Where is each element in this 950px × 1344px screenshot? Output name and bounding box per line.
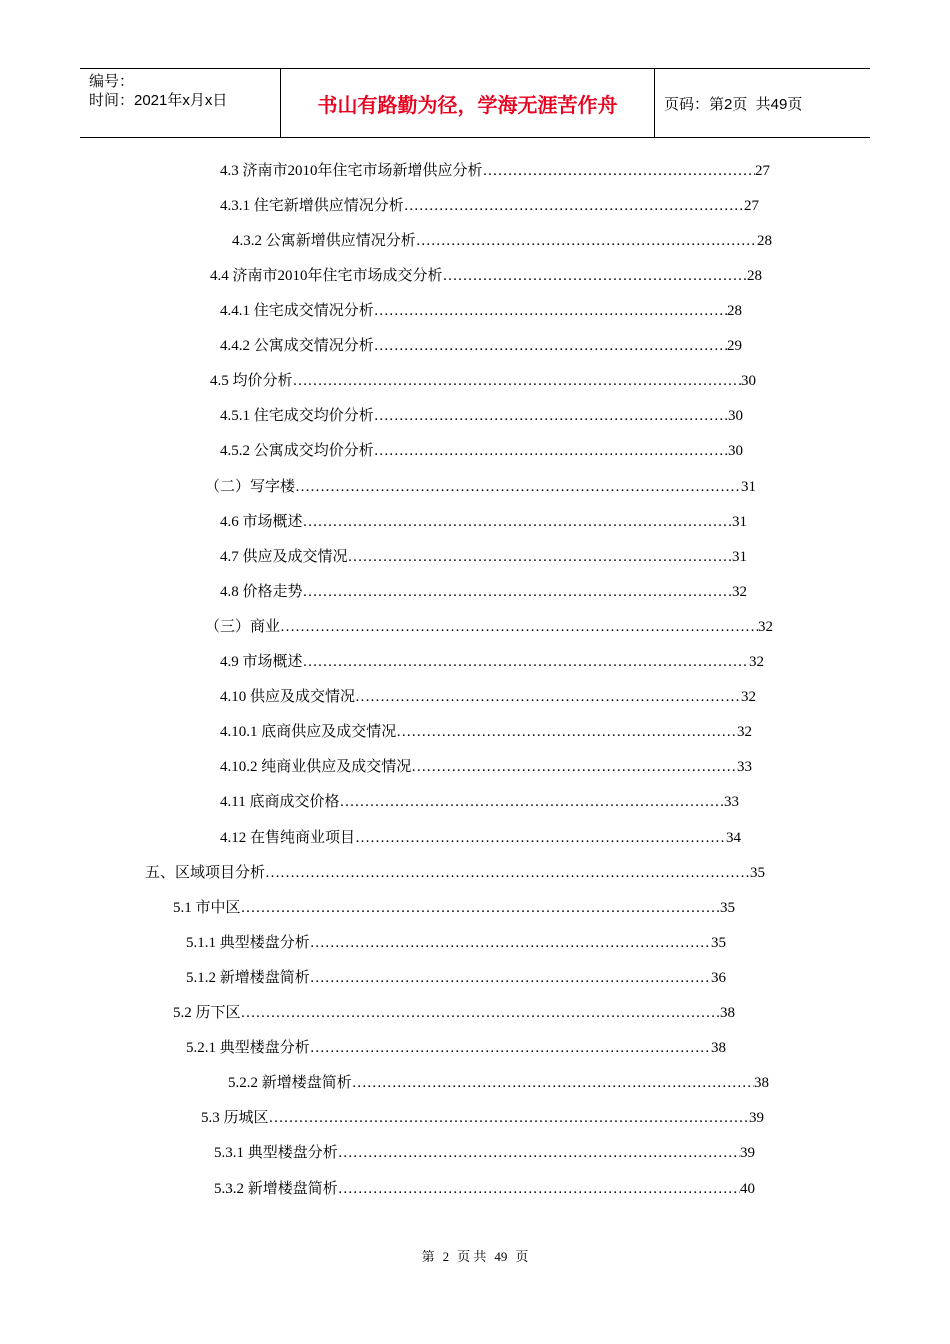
toc-entry[interactable] [214, 1143, 755, 1163]
toc-page-number: 39 [749, 1110, 764, 1126]
toc-entry[interactable] [220, 582, 747, 602]
toc-entry[interactable] [186, 933, 726, 953]
footer-prefix: 第 [421, 1249, 435, 1264]
toc-label: 4.3 济南市2010年住宅市场新增供应分析 [220, 163, 483, 179]
toc-label: 4.3.1 住宅新增供应情况分析 [220, 198, 404, 214]
toc-page-number: 35 [720, 900, 735, 916]
toc-leader [265, 863, 750, 883]
toc-entry[interactable] [173, 1003, 735, 1023]
toc-leader [339, 792, 724, 812]
toc-leader [338, 1179, 740, 1199]
toc-leader [443, 266, 747, 286]
toc-entry[interactable] [220, 722, 752, 742]
toc-label: 4.4.1 住宅成交情况分析 [220, 303, 374, 319]
toc-entry[interactable] [220, 687, 756, 707]
toc-page-number: 30 [728, 408, 743, 424]
toc-page-number: 32 [758, 619, 773, 635]
toc-leader [241, 898, 720, 918]
toc-leader [374, 441, 728, 461]
toc-label: 4.4 济南市2010年住宅市场成交分析 [210, 268, 443, 284]
toc-leader [411, 757, 737, 777]
toc-label: 5.2 历下区 [173, 1005, 241, 1021]
toc-page-number: 30 [741, 373, 756, 389]
time-label: 时间：2021年x月x日 [89, 92, 228, 109]
footer-suffix: 页 [515, 1249, 529, 1264]
toc-entry[interactable] [232, 231, 772, 251]
toc-page-number: 38 [754, 1075, 769, 1091]
toc-label: 4.3.2 公寓新增供应情况分析 [232, 233, 416, 249]
footer-total-pages: 49 [494, 1249, 508, 1264]
toc-entry[interactable] [186, 968, 726, 988]
toc-label: 4.5 均价分析 [210, 373, 293, 389]
toc-entry[interactable] [173, 898, 735, 918]
toc-label: 4.6 市场概述 [220, 514, 303, 530]
toc-entry[interactable] [220, 161, 770, 181]
toc-entry[interactable] [145, 863, 765, 883]
toc-page-number: 35 [711, 935, 726, 951]
toc-entry[interactable] [220, 336, 742, 356]
toc-label: 4.7 供应及成交情况 [220, 549, 348, 565]
toc-leader [374, 406, 728, 426]
toc-entry[interactable] [186, 1038, 726, 1058]
toc-page-number: 30 [728, 443, 743, 459]
toc-leader [310, 1038, 711, 1058]
footer-middle: 页 共 [457, 1249, 487, 1264]
toc-label: 4.5.2 公寓成交均价分析 [220, 443, 374, 459]
toc-leader [348, 547, 732, 567]
page-info-text: 页码：第2页 共49页 [664, 95, 803, 113]
toc-page-number: 31 [732, 549, 747, 565]
toc-label: 4.10.2 纯商业供应及成交情况 [220, 759, 412, 775]
toc-page-number: 38 [720, 1005, 735, 1021]
toc-leader [374, 336, 727, 356]
toc-label: 五、区域项目分析 [145, 865, 266, 881]
toc-entry[interactable] [220, 512, 747, 532]
toc-leader [303, 652, 749, 672]
toc-page-number: 32 [749, 654, 764, 670]
toc-entry[interactable] [228, 1073, 769, 1093]
number-label: 编号： [89, 73, 135, 90]
toc-entry[interactable] [205, 477, 756, 497]
toc-leader [280, 617, 758, 637]
toc-page-number: 39 [740, 1145, 755, 1161]
toc-page-number: 32 [741, 689, 756, 705]
toc-label: （三）商业 [205, 619, 281, 635]
toc-entry[interactable] [220, 828, 741, 848]
toc-leader [483, 161, 755, 181]
toc-entry[interactable] [210, 266, 762, 286]
toc-entry[interactable] [220, 792, 739, 812]
toc-leader [396, 722, 737, 742]
toc-page-number: 35 [750, 865, 765, 881]
toc-label: 4.11 底商成交价格 [220, 794, 340, 810]
toc-leader [310, 968, 711, 988]
toc-entry[interactable] [220, 406, 743, 426]
toc-page-number: 28 [757, 233, 772, 249]
toc-page-number: 40 [740, 1181, 755, 1197]
toc-entry[interactable] [220, 196, 759, 216]
toc-label: 5.3.1 典型楼盘分析 [214, 1145, 338, 1161]
toc-leader [269, 1108, 749, 1128]
footer-current-page: 2 [442, 1249, 450, 1264]
toc-page-number: 33 [737, 759, 752, 775]
toc-label: 4.10 供应及成交情况 [220, 689, 356, 705]
toc-label: 5.3 历城区 [201, 1110, 269, 1126]
toc-page-number: 38 [711, 1040, 726, 1056]
toc-leader [338, 1143, 740, 1163]
toc-label: 4.5.1 住宅成交均价分析 [220, 408, 374, 424]
toc-label: 5.1.1 典型楼盘分析 [186, 935, 310, 951]
header-motto: 书山有路勤为径，学海无涯苦作舟 [280, 69, 655, 137]
page-header [80, 68, 870, 138]
toc-label: 5.3.2 新增楼盘简析 [214, 1181, 338, 1197]
page-footer [0, 1246, 950, 1265]
toc-label: 4.4.2 公寓成交情况分析 [220, 338, 374, 354]
toc-page-number: 33 [724, 794, 739, 810]
toc-entry[interactable] [220, 301, 742, 321]
toc-label: 5.2.2 新增楼盘简析 [228, 1075, 352, 1091]
toc-leader [241, 1003, 720, 1023]
toc-page-number: 36 [711, 970, 726, 986]
toc-page-number: 29 [727, 338, 742, 354]
toc-label: （二）写字楼 [205, 479, 296, 495]
toc-label: 4.12 在售纯商业项目 [220, 830, 356, 846]
toc-label: 5.1 市中区 [173, 900, 241, 916]
toc-page-number: 31 [741, 479, 756, 495]
toc-label: 4.9 市场概述 [220, 654, 303, 670]
toc-label: 5.1.2 新增楼盘简析 [186, 970, 310, 986]
toc-page-number: 28 [747, 268, 762, 284]
toc-entry[interactable] [201, 1108, 764, 1128]
toc-page-number: 27 [755, 163, 770, 179]
toc-entry[interactable] [214, 1179, 755, 1199]
toc-entry[interactable] [220, 547, 747, 567]
toc-leader [416, 231, 757, 251]
toc-page-number: 32 [732, 584, 747, 600]
toc-leader [374, 301, 727, 321]
toc-leader [355, 687, 741, 707]
toc-label: 5.2.1 典型楼盘分析 [186, 1040, 310, 1056]
toc-leader [303, 582, 732, 602]
toc-page-number: 28 [727, 303, 742, 319]
header-meta [80, 69, 280, 137]
toc-page-number: 34 [726, 830, 741, 846]
header-page-info [655, 69, 870, 137]
toc-entry[interactable] [220, 652, 764, 672]
toc-entry[interactable] [220, 441, 743, 461]
toc-entry[interactable] [220, 757, 752, 777]
toc-page-number: 32 [737, 724, 752, 740]
toc-leader [404, 196, 744, 216]
toc-page-number: 27 [744, 198, 759, 214]
toc-leader [355, 828, 726, 848]
toc-entry[interactable] [205, 617, 773, 637]
toc-leader [352, 1073, 754, 1093]
toc-leader [310, 933, 711, 953]
toc-label: 4.8 价格走势 [220, 584, 303, 600]
toc-leader [293, 371, 741, 391]
toc-leader [303, 512, 732, 532]
toc-label: 4.10.1 底商供应及成交情况 [220, 724, 397, 740]
toc-leader [295, 477, 741, 497]
toc-page-number: 31 [732, 514, 747, 530]
toc-entry[interactable] [210, 371, 756, 391]
